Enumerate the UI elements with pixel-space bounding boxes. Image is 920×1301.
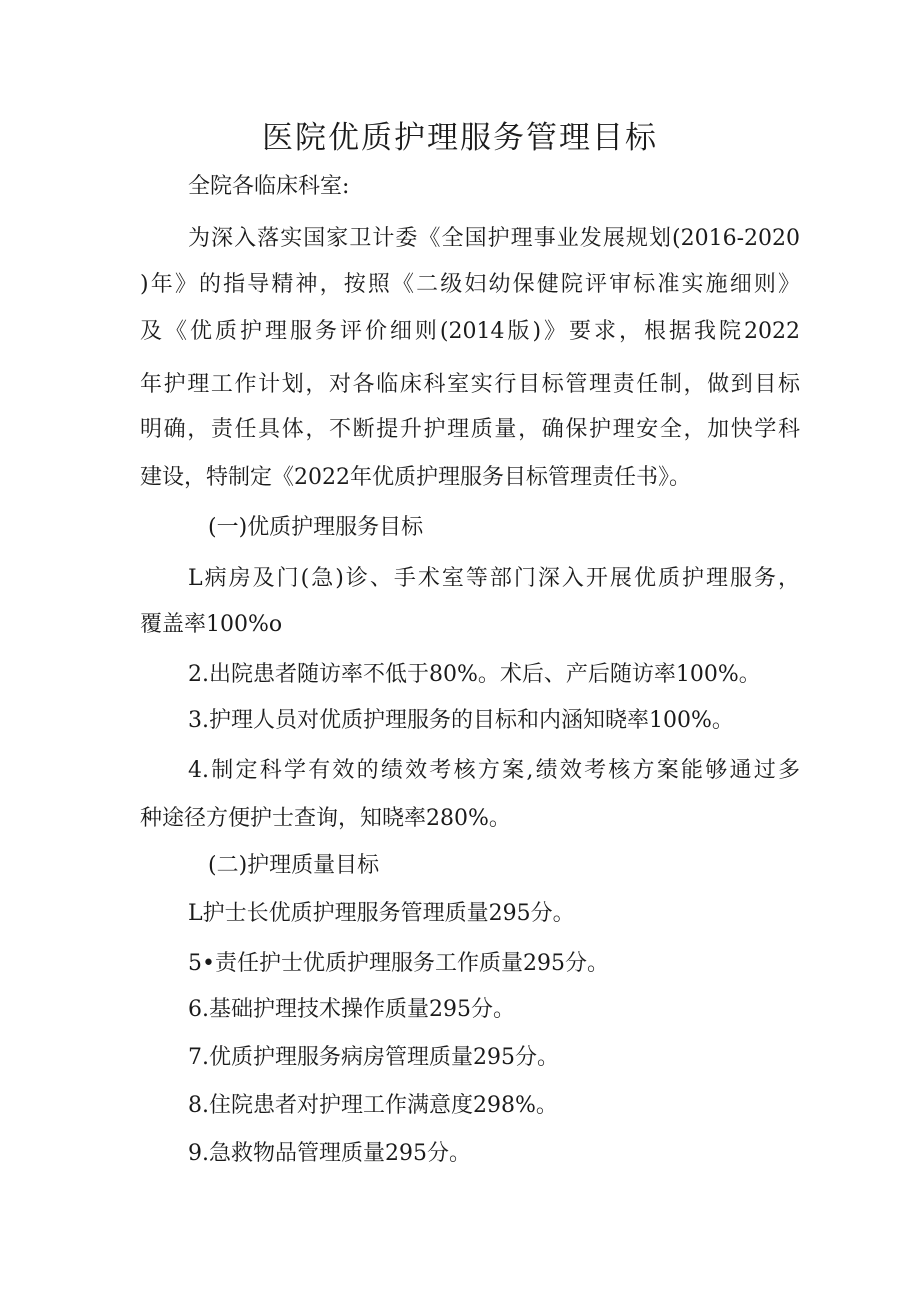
salutation: 全院各临床科室: <box>188 174 350 199</box>
list-item: 3.护理人员对优质护理服务的目标和内涵知晓率100%。 <box>188 708 734 733</box>
intro-line: 及《优质护理服务评价细则(2014版)》要求，根据我院2022 <box>140 319 800 344</box>
list-item: 4.制定科学有效的绩效考核方案,绩效考核方案能够通过多 <box>188 758 800 783</box>
list-item-continuation: 种途径方便护士查询，知晓率280%。 <box>140 806 511 831</box>
list-item: L病房及门(急)诊、手术室等部门深入开展优质护理服务， <box>188 566 800 591</box>
intro-line: 年护理工作计划，对各临床科室实行目标管理责任制，做到目标 <box>140 372 800 397</box>
list-item: 9.急救物品管理质量295分。 <box>188 1141 471 1166</box>
list-item: 2.出院患者随访率不低于80%。术后、产后随访率100%。 <box>188 662 761 687</box>
list-item-continuation: 覆盖率100%o <box>140 612 283 637</box>
document-title: 医院优质护理服务管理目标 <box>262 120 658 156</box>
list-item: L护士长优质护理服务管理质量295分。 <box>188 901 575 926</box>
intro-line: 为深入落实国家卫计委《全国护理事业发展规划(2016-2020 <box>188 226 800 251</box>
list-item: 7.优质护理服务病房管理质量295分。 <box>188 1045 559 1070</box>
list-item: 8.住院患者对护理工作满意度298%。 <box>188 1093 558 1118</box>
intro-line: )年》的指导精神，按照《二级妇幼保健院评审标准实施细则》 <box>140 272 800 297</box>
section-heading-quality-goals: (二)护理质量目标 <box>208 853 380 878</box>
section-heading-service-goals: (一)优质护理服务目标 <box>208 515 424 540</box>
list-item: 6.基础护理技术操作质量295分。 <box>188 997 515 1022</box>
intro-line: 明确，责任具体，不断提升护理质量，确保护理安全，加快学科 <box>140 417 800 442</box>
intro-line: 建设，特制定《2022年优质护理服务目标管理责任书》。 <box>140 465 691 490</box>
list-item: 5•责任护士优质护理服务工作质量295分。 <box>188 951 609 976</box>
